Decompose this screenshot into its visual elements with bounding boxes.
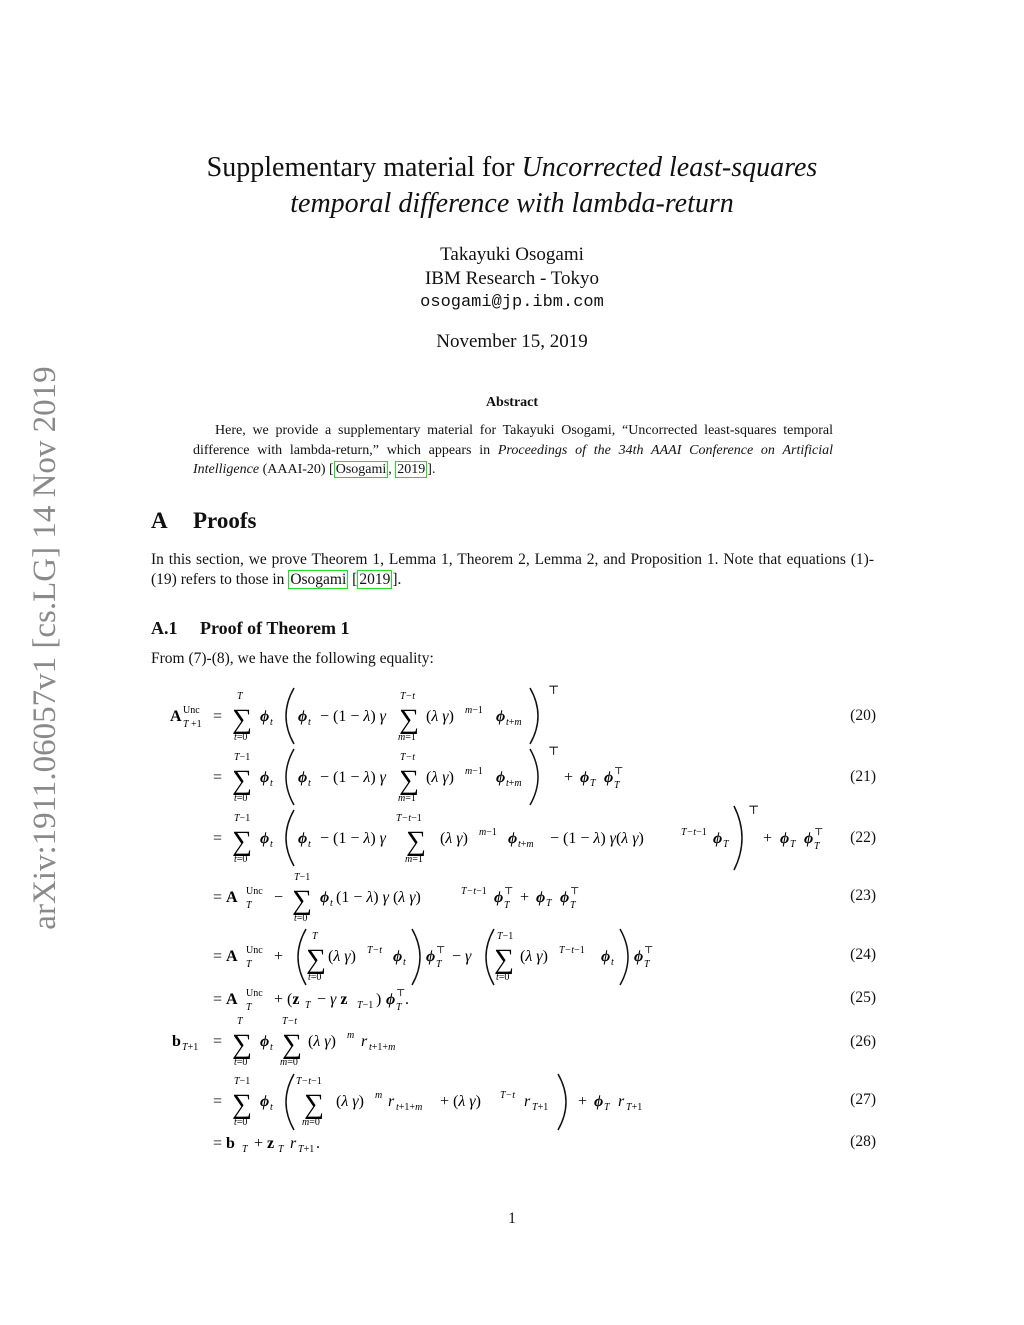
svg-text:+: + [564,769,574,786]
svg-text:⊤: ⊤ [396,988,406,999]
svg-text:ϕ: ϕ [508,830,518,847]
svg-text:⊤: ⊤ [504,886,514,897]
svg-text:t=0: t=0 [308,972,322,983]
svg-text:+ (λ γ): + (λ γ) [440,1093,481,1110]
svg-text:⊤: ⊤ [614,766,624,777]
equation-22 [150,803,876,866]
svg-text:ϕ: ϕ [804,830,814,847]
svg-text:−: − [274,889,284,906]
equation-number: (26) [850,1033,876,1050]
svg-text:m=1: m=1 [398,732,416,743]
author-name: Takayuki Osogami [440,244,584,265]
svg-text:t+m: t+m [518,839,534,850]
svg-text:T−t−1: T−t−1 [461,886,487,897]
equation-23-math [150,866,850,926]
svg-text:t+1+m: t+1+m [369,1042,396,1053]
svg-text:T−t−1: T−t−1 [559,945,585,956]
svg-text:∑: ∑ [399,704,419,735]
svg-text:r: r [388,1093,395,1110]
svg-text:T: T [246,959,252,970]
svg-text:− (1 − λ) γ: − (1 − λ) γ [320,708,386,725]
svg-text:T: T [604,1102,610,1113]
svg-text:∑: ∑ [232,704,252,735]
svg-text:∑: ∑ [232,826,252,857]
svg-text:∑: ∑ [232,765,252,796]
svg-text:t=0: t=0 [294,913,308,924]
svg-text:+: + [274,948,284,965]
svg-text:(λ γ): (λ γ) [426,769,454,786]
svg-text:T: T [644,959,650,970]
svg-text:T: T [312,931,318,942]
svg-text:− (1 − λ) γ(λ γ): − (1 − λ) γ(λ γ) [550,830,644,847]
svg-text:ϕ: ϕ [298,769,308,786]
svg-text:T−t: T−t [500,1090,516,1101]
svg-text:T: T [436,959,442,970]
equation-20-math [150,684,850,754]
svg-text:T−1: T−1 [234,1076,251,1087]
equation-number: (21) [850,768,876,785]
svg-text:): ) [376,991,382,1008]
svg-text:⊤: ⊤ [548,744,560,758]
svg-text:T−1: T−1 [357,1000,374,1011]
svg-text:ϕ: ϕ [260,1093,270,1110]
paper-title-line-1 [0,150,1024,186]
svg-text:+: + [520,889,530,906]
svg-text:∑: ∑ [232,1089,252,1120]
svg-text:ϕ: ϕ [298,830,308,847]
svg-text:+ z: + z [254,1135,275,1152]
svg-text:Unc: Unc [246,886,263,897]
svg-text:ϕ: ϕ [393,948,403,965]
svg-text:m=1: m=1 [398,793,416,804]
svg-text:(λ γ): (λ γ) [336,1093,364,1110]
equation-number: (25) [850,989,876,1006]
svg-text:− (1 − λ) γ: − (1 − λ) γ [320,769,386,786]
svg-text:T: T [237,691,243,702]
svg-text:⊤: ⊤ [748,803,760,817]
svg-text:T: T [305,1000,311,1011]
svg-text:T−t: T−t [367,945,383,956]
svg-text:m: m [347,1030,355,1041]
svg-text:T−t−1: T−t−1 [296,1076,322,1087]
svg-text:⊤: ⊤ [436,945,446,956]
abstract-body [193,421,833,480]
equation-number: (27) [850,1091,876,1108]
svg-text:= A: = A [213,948,238,965]
svg-text:m=0: m=0 [280,1057,298,1068]
svg-text:ϕ: ϕ [494,889,504,906]
svg-text:ϕ: ϕ [594,1093,604,1110]
svg-text:=: = [213,1093,223,1110]
svg-text:t+m: t+m [506,778,522,789]
svg-text:T−1: T−1 [294,872,311,883]
title-italic-1: Uncorrected least-squares [521,152,818,183]
equation-number: (24) [850,946,876,963]
svg-text:A: A [170,708,182,725]
subsection-title: Proof of Theorem 1 [200,618,350,638]
equation-26 [150,1012,876,1072]
svg-text:(λ γ): (λ γ) [426,708,454,725]
svg-text:ϕ: ϕ [634,948,644,965]
svg-text:T: T [614,780,620,791]
svg-text:∑: ∑ [232,1029,252,1060]
svg-text:T−1: T−1 [234,752,251,763]
svg-text:− γ: − γ [452,948,472,965]
svg-text:ϕ: ϕ [536,889,546,906]
svg-text:m−1: m−1 [465,766,483,777]
svg-text:t=0: t=0 [234,732,248,743]
svg-text:T−t−1: T−t−1 [681,827,707,838]
section-heading [151,506,256,536]
svg-text:=: = [213,769,223,786]
svg-text:Unc: Unc [246,945,263,956]
abstract-text-mid: (AAAI-20) [ [259,462,334,477]
equation-number: (28) [850,1133,876,1150]
svg-text:∑: ∑ [494,944,514,975]
svg-text:T+1: T+1 [182,1042,199,1053]
svg-text:t: t [611,957,614,968]
svg-text:− γ z: − γ z [317,991,348,1008]
equation-number: (23) [850,887,876,904]
svg-text:+1: +1 [191,719,202,730]
svg-text:T: T [814,841,820,852]
svg-text:t=0: t=0 [234,1117,248,1128]
equation-26-math [150,1012,850,1072]
section-title: Proofs [193,508,257,533]
equation-21-math [150,745,850,815]
svg-text:ϕ: ϕ [604,769,614,786]
svg-text:ϕ: ϕ [260,1033,270,1050]
svg-text:T+1: T+1 [532,1102,549,1113]
svg-text:t: t [270,1042,273,1053]
page-number: 1 [508,1210,516,1227]
svg-text:⊤: ⊤ [548,683,560,697]
svg-text:t: t [308,717,311,728]
abstract-text-end: ]. [427,462,436,477]
svg-text:∑: ∑ [306,944,326,975]
svg-text:.: . [316,1135,320,1152]
paper-date: November 15, 2019 [436,331,588,352]
svg-text:T: T [790,839,796,850]
equation-27 [150,1070,876,1130]
svg-text:ϕ: ϕ [496,708,506,725]
svg-text:T: T [278,1144,284,1155]
subsection-number: A.1 [151,618,178,638]
svg-text:T+1: T+1 [298,1144,315,1155]
citation-link-year[interactable]: 2019 [359,571,391,588]
svg-text:− (1 − λ) γ: − (1 − λ) γ [320,830,386,847]
svg-text:=: = [213,830,223,847]
title-prefix: Supplementary material for [206,152,522,183]
svg-text:T: T [590,778,596,789]
svg-text:Unc: Unc [246,988,263,999]
svg-text:T−t: T−t [400,691,416,702]
svg-text:∑: ∑ [406,826,426,857]
svg-text:ϕ: ϕ [780,830,790,847]
arxiv-identifier: arXiv:1911.06057v1 [cs.LG] 14 Nov 2019 [27,366,63,930]
svg-text:t: t [270,778,273,789]
svg-text:= A: = A [213,889,238,906]
svg-text:T−1: T−1 [234,813,251,824]
svg-text:T−1: T−1 [497,931,514,942]
svg-text:ϕ: ϕ [713,830,723,847]
svg-text:⊤: ⊤ [570,886,580,897]
svg-text:ϕ: ϕ [580,769,590,786]
svg-text:Unc: Unc [183,705,200,716]
abstract-text-start: Here, we provide a supplementary material for Takayuki Osogami, “Uncorrected least-squares temporal difference with lambda-return,” which appears in [193,423,833,458]
svg-text:ϕ: ϕ [386,991,396,1008]
svg-text:t: t [270,717,273,728]
citation-link-author[interactable]: Osogami [335,462,387,477]
svg-text:ϕ: ϕ [298,708,308,725]
svg-text:ϕ: ϕ [426,948,436,965]
svg-text:+: + [763,830,773,847]
section-text-end: ]. [392,571,402,588]
svg-text:.: . [405,991,409,1008]
svg-text:= A: = A [213,991,238,1008]
svg-text:+ (z: + (z [274,991,300,1008]
equation-28-math [150,1130,850,1160]
svg-text:T−t−1: T−t−1 [396,813,422,824]
svg-text:ϕ: ϕ [496,769,506,786]
svg-text:∑: ∑ [292,885,312,916]
citation-link-author[interactable]: Osogami [290,571,347,588]
svg-text:ϕ: ϕ [260,769,270,786]
svg-text:T: T [546,898,552,909]
equation-21 [150,745,876,805]
svg-text:T−t: T−t [400,752,416,763]
equation-27-math [150,1070,850,1132]
svg-text:r: r [290,1135,297,1152]
svg-text:=: = [213,1033,223,1050]
svg-text:(λ γ): (λ γ) [440,830,468,847]
svg-text:(λ γ): (λ γ) [328,948,356,965]
svg-text:=: = [213,708,223,725]
svg-text:m=1: m=1 [405,854,423,865]
abstract-heading: Abstract [485,395,539,410]
svg-text:r: r [618,1093,625,1110]
svg-text:t+m: t+m [506,717,522,728]
equation-number: (22) [850,829,876,846]
svg-text:t: t [308,778,311,789]
citation-link-year[interactable]: 2019 [397,462,426,477]
svg-text:ϕ: ϕ [601,948,611,965]
equation-number: (20) [850,707,876,724]
equation-25-math [150,984,850,1014]
svg-text:t: t [270,1102,273,1113]
svg-text:m=0: m=0 [302,1117,320,1128]
section-paragraph [151,550,874,590]
svg-text:T: T [246,1002,252,1013]
svg-text:m: m [375,1090,383,1101]
svg-text:r: r [361,1033,368,1050]
section-number: A [151,508,168,533]
svg-text:t=0: t=0 [234,793,248,804]
svg-text:t: t [308,839,311,850]
svg-text:⊤: ⊤ [644,945,654,956]
svg-text:r: r [524,1093,531,1110]
svg-text:ϕ: ϕ [560,889,570,906]
svg-text:(λ γ): (λ γ) [308,1033,336,1050]
svg-text:ϕ: ϕ [260,708,270,725]
author-affiliation: IBM Research - Tokyo [424,268,600,289]
svg-text:T: T [396,1002,402,1013]
citation-open: [ [348,571,358,588]
svg-text:t=0: t=0 [234,854,248,865]
svg-text:T: T [570,900,576,911]
svg-text:t=0: t=0 [496,972,510,983]
abstract-venue: Proceedings of the 34th AAAI Conference on Artificial Intelligence [193,442,834,477]
svg-text:(1 − λ) γ (λ γ): (1 − λ) γ (λ γ) [336,889,421,906]
svg-text:T: T [242,1144,248,1155]
svg-text:∑: ∑ [282,1029,302,1060]
svg-text:(λ γ): (λ γ) [520,948,548,965]
subsection-intro: From (7)-(8), we have the following equality: [151,650,434,667]
svg-text:+: + [578,1093,588,1110]
svg-text:T: T [183,719,189,730]
svg-text:t: t [270,839,273,850]
equation-20 [150,684,876,744]
svg-text:m−1: m−1 [465,705,483,716]
subsection-heading [151,616,349,640]
title-italic-2: temporal difference with lambda-return [290,188,734,219]
svg-text:⊤: ⊤ [814,827,824,838]
svg-text:T: T [246,900,252,911]
svg-text:t=0: t=0 [234,1057,248,1068]
citation-separator: , [388,462,396,477]
svg-text:∑: ∑ [399,765,419,796]
equation-23 [150,866,876,926]
author-email[interactable]: osogami@jp.ibm.com [420,293,604,312]
svg-text:T: T [237,1016,243,1027]
paper-title-line-2 [0,186,1024,222]
svg-text:T−t: T−t [282,1016,298,1027]
svg-text:ϕ: ϕ [320,889,330,906]
svg-text:t: t [330,898,333,909]
svg-text:ϕ: ϕ [260,830,270,847]
equation-24-math [150,925,850,987]
section-text-start: In this section, we prove Theorem 1, Lemma 1, Theorem 2, Lemma 2, and Proposition 1. Note that equations (1)-(19) refers to those in [151,551,874,588]
svg-text:m−1: m−1 [479,827,497,838]
svg-text:= b: = b [213,1135,235,1152]
svg-text:t+1+m: t+1+m [396,1102,423,1113]
equation-28 [150,1130,876,1190]
svg-text:T: T [723,839,729,850]
svg-text:t: t [403,957,406,968]
svg-text:T: T [504,900,510,911]
svg-text:∑: ∑ [304,1089,324,1120]
svg-text:T+1: T+1 [626,1102,643,1113]
equation-24 [150,925,876,985]
svg-text:b: b [172,1033,181,1050]
